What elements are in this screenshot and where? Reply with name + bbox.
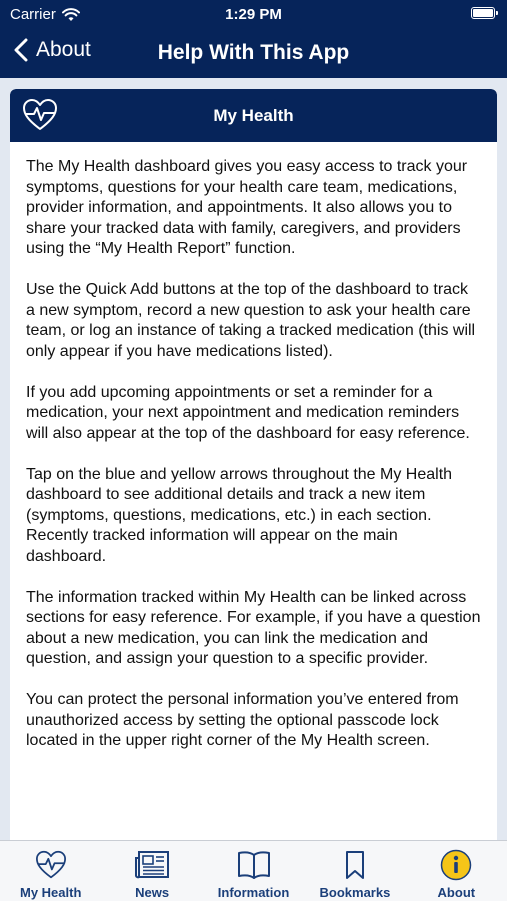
help-text xyxy=(10,142,497,752)
heart-pulse-icon xyxy=(34,850,68,880)
navigation-bar xyxy=(0,30,507,78)
back-button[interactable] xyxy=(14,38,91,62)
chevron-left-icon xyxy=(14,38,28,62)
tab-news[interactable] xyxy=(101,841,202,901)
tab-label: My Health xyxy=(20,885,82,900)
tab-label: About xyxy=(437,885,476,900)
tab-label: Bookmarks xyxy=(319,885,391,900)
paragraph: If you add upcoming appointments or set a reminder for a medication, your next appointment and medication reminders will also appear at the top of the dashboard for easy reference. xyxy=(26,383,470,442)
tab-my-health[interactable] xyxy=(0,841,101,901)
back-label: About xyxy=(36,38,91,61)
newspaper-icon xyxy=(134,850,170,880)
tab-about[interactable] xyxy=(406,841,507,901)
battery-icon xyxy=(471,7,495,19)
paragraph: The information tracked within My Health can be linked across sections for easy reference. For example, if you have a question about a new medication, you can link the medication and question, and assign your question to a specific provider. xyxy=(26,588,481,667)
section-title: My Health xyxy=(213,106,294,125)
info-icon xyxy=(440,849,472,881)
tab-bar xyxy=(0,840,507,901)
paragraph: The My Health dashboard gives you easy access to track your symptoms, questions for your health care team, medications, provider information, and appointments. It also allows you to share your tracked data with family, caregivers, and providers using the “My Health Report” function. xyxy=(26,158,468,257)
tab-label: News xyxy=(135,885,170,900)
status-bar xyxy=(0,0,507,30)
clock: 1:29 PM xyxy=(225,6,282,23)
paragraph: You can protect the personal information you’ve entered from unauthorized access by setting the optional passcode lock located in the upper right corner of the My Health screen. xyxy=(26,691,459,749)
help-card xyxy=(10,89,497,849)
carrier-label: Carrier xyxy=(10,6,56,23)
paragraph: Tap on the blue and yellow arrows throughout the My Health dashboard to see additional details and track a new item (symptoms, questions, medications, etc.) in each section. Recently tracked information will appear on the main dashboard. xyxy=(26,465,453,565)
tab-information[interactable] xyxy=(203,841,304,901)
card-header xyxy=(10,89,497,142)
tab-label: Information xyxy=(217,885,290,900)
bookmark-icon xyxy=(344,850,366,880)
page-title: Help With This App xyxy=(157,41,350,64)
paragraph: Use the Quick Add buttons at the top of the dashboard to track a new symptom, record a new question to ask your health care team, or log an instance of taking a tracked medication (this will only appear if you have medications listed). xyxy=(26,281,476,360)
book-icon xyxy=(237,850,271,880)
tab-bookmarks[interactable] xyxy=(304,841,405,901)
